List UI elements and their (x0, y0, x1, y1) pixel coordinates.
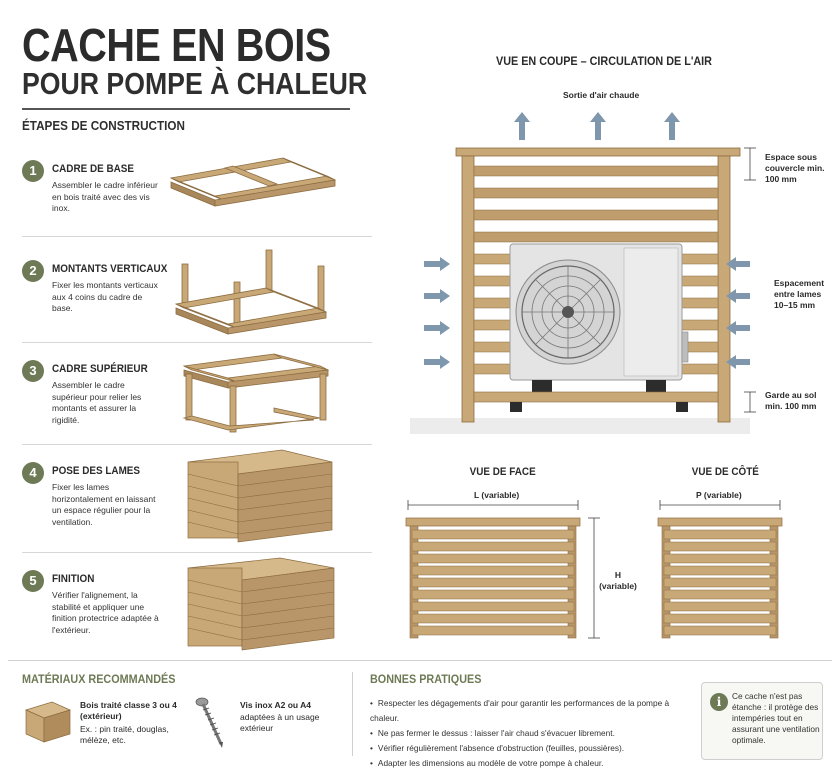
step-description: Assembler le cadre inférieur en bois traité avec des vis inox. (52, 180, 158, 213)
base-frame-illustration (165, 148, 340, 208)
steps-heading: ÉTAPES DE CONSTRUCTION (22, 118, 185, 133)
step-divider (22, 236, 372, 237)
materials-heading: MATÉRIAUX RECOMMANDÉS (22, 672, 176, 686)
finished-cover-illustration (184, 556, 340, 654)
hot-air-label: Sortie d'air chaude (563, 90, 640, 100)
posts-illustration (170, 246, 335, 336)
side-view-title: VUE DE CÔTÉ (691, 466, 759, 478)
step-number: 4 (22, 462, 44, 484)
page-title-line2: POUR POMPE À CHALEUR (22, 66, 368, 101)
side-view-diagram (656, 496, 786, 644)
list-item: • Respecter les dégagements d'air pour garantir les performances de la pompe à chaleur. (370, 696, 695, 726)
wood-block-icon (22, 698, 74, 746)
step-divider (22, 342, 372, 343)
ground-clearance-label: Garde au sol min. 100 mm (765, 390, 817, 411)
top-frame-illustration (178, 348, 336, 436)
step-description: Fixer les lames horizontalement en laissant un espace régulier pour la ventilation. (52, 482, 156, 527)
front-view-diagram (404, 496, 604, 644)
step-title: FINITION (52, 573, 95, 585)
step-title: MONTANTS VERTICAUX (52, 263, 168, 275)
front-view-title: VUE DE FACE (469, 466, 536, 478)
step-title: CADRE SUPÉRIEUR (52, 363, 148, 375)
section-view-title: VUE EN COUPE – CIRCULATION DE L'AIR (495, 54, 712, 68)
practices-heading: BONNES PRATIQUES (370, 672, 482, 686)
screw-description: adaptées à un usage extérieur (240, 712, 320, 733)
list-item: • Vérifier régulièrement l'absence d'obstruction (feuilles, poussières). (370, 741, 695, 756)
screw-title: Vis inox A2 ou A4 (240, 700, 312, 710)
slats-illustration (182, 446, 338, 546)
step-divider (22, 444, 372, 445)
step-description: Vérifier l'alignement, la stabilité et appliquer une finition protectrice adaptée à l'extérieur. (52, 590, 159, 635)
info-icon: i (710, 693, 728, 711)
list-item: • Adapter les dimensions au modèle de votre pompe à chaleur. (370, 756, 695, 768)
step-description: Fixer les montants verticaux aux 4 coins du cadre de base. (52, 280, 158, 313)
section-view-diagram (410, 100, 750, 440)
step-divider (22, 552, 372, 553)
page-title-line1: CACHE EN BOIS (22, 19, 331, 71)
section-dimension-lines (738, 140, 758, 420)
note-box (701, 682, 823, 760)
bottom-vertical-divider (352, 672, 353, 756)
step-number: 5 (22, 570, 44, 592)
screw-icon (194, 696, 228, 750)
title-divider (22, 108, 350, 110)
step-title: POSE DES LAMES (52, 465, 141, 477)
step-number: 3 (22, 360, 44, 382)
note-text: Ce cache n'est pas étanche : il protège des intempéries tout en assurant une ventilation optimale. (732, 691, 820, 745)
depth-label: P (variable) (696, 490, 742, 500)
practices-list (370, 696, 695, 768)
wood-description: Ex. : pin traité, douglas, mélèze, etc. (80, 724, 169, 745)
wood-title: Bois traité classe 3 ou 4 (extérieur) (80, 700, 177, 721)
bottom-divider (8, 660, 832, 661)
step-number: 1 (22, 160, 44, 182)
height-label: H (variable) (599, 570, 637, 591)
step-description: Assembler le cadre supérieur pour relier les montants et assurer la rigidité. (52, 380, 142, 425)
slat-spacing-label: Espacement entre lames 10–15 mm (774, 278, 825, 310)
air-inlet-arrows-left (424, 257, 450, 369)
top-space-label: Espace sous couvercle min. 100 mm (765, 152, 825, 184)
heat-pump-unit (510, 244, 688, 392)
ground (410, 418, 750, 434)
step-title: CADRE DE BASE (52, 163, 134, 175)
list-item: • Ne pas fermer le dessus : laisser l'air chaud s'évacuer librement. (370, 726, 695, 741)
step-number: 2 (22, 260, 44, 282)
width-label: L (variable) (474, 490, 520, 500)
hot-air-arrows (514, 112, 680, 140)
